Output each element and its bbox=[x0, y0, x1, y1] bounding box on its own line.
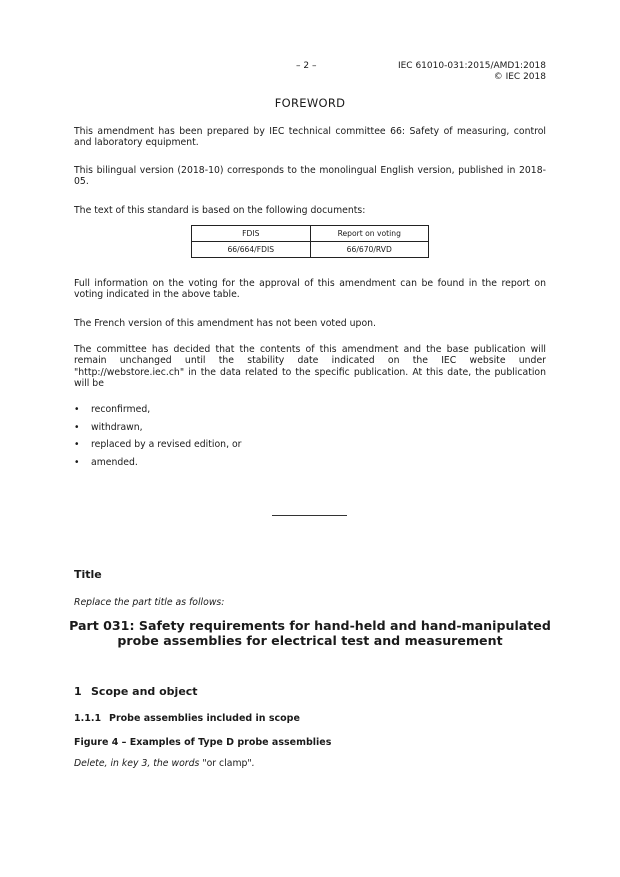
list-item-text: withdrawn, bbox=[91, 421, 143, 433]
scope-heading bbox=[74, 685, 198, 698]
table-cell: 66/664/FDIS bbox=[192, 242, 311, 258]
scope-heading-text: Scope and object bbox=[91, 685, 198, 698]
list-item-text: amended. bbox=[91, 457, 138, 469]
list-item-text: reconfirmed, bbox=[91, 404, 151, 415]
document-id-text: IEC 61010-031:2015/AMD1:2018 bbox=[397, 61, 546, 71]
foreword-paragraph-4: Full information on the voting for the approval of this amendment can be found in the report on voting indicated in the above table. bbox=[74, 278, 546, 301]
figure-caption: Figure 4 – Examples of Type D probe assemblies bbox=[74, 737, 332, 748]
list-item bbox=[74, 404, 242, 422]
figure-instruction-quote: "or clamp" bbox=[202, 758, 252, 769]
table-header-row bbox=[192, 226, 429, 242]
bullet-icon: • bbox=[74, 439, 80, 451]
table-header-cell: Report on voting bbox=[310, 226, 429, 242]
table-cell: 66/670/RVD bbox=[310, 242, 429, 258]
bullet-icon: • bbox=[74, 421, 80, 433]
title-instruction: Replace the part title as follows: bbox=[74, 597, 225, 608]
section-divider bbox=[272, 515, 347, 516]
list-item bbox=[74, 439, 242, 457]
list-item-text: replaced by a revised edition, or bbox=[91, 439, 242, 451]
foreword-paragraph-1: This amendment has been prepared by IEC technical committee 66: Safety of measuring, control and laboratory equipment. bbox=[74, 126, 546, 149]
list-item bbox=[74, 422, 242, 440]
foreword-paragraph-5: The French version of this amendment has not been voted upon. bbox=[74, 318, 376, 329]
title-heading: Title bbox=[74, 568, 102, 581]
page-number: – 2 – bbox=[296, 61, 317, 71]
voting-documents-table bbox=[191, 225, 429, 258]
subclause-heading-text: Probe assemblies included in scope bbox=[109, 713, 300, 724]
document-id bbox=[398, 61, 546, 83]
table-row bbox=[192, 242, 429, 258]
part-title bbox=[0, 618, 620, 648]
subclause-heading bbox=[74, 713, 300, 724]
subclause-number: 1.1.1 bbox=[74, 713, 102, 724]
bullet-icon: • bbox=[74, 404, 80, 415]
bullet-icon: • bbox=[74, 457, 80, 469]
part-title-line-1: Part 031: Safety requirements for hand-held and hand-manipulated bbox=[69, 618, 551, 633]
part-title-line-2: probe assemblies for electrical test and measurement bbox=[117, 633, 503, 648]
copyright-text: © IEC 2018 bbox=[493, 72, 546, 82]
table-header-cell: FDIS bbox=[192, 226, 311, 242]
list-item bbox=[74, 457, 242, 475]
publication-options-list bbox=[74, 404, 242, 475]
foreword-paragraph-2: This bilingual version (2018-10) corresponds to the monolingual English version, published in 2018-05. bbox=[74, 165, 546, 188]
scope-number: 1 bbox=[74, 685, 82, 698]
foreword-paragraph-3: The text of this standard is based on the following documents: bbox=[74, 205, 366, 216]
foreword-paragraph-6: The committee has decided that the contents of this amendment and the base publication will remain unchanged until the stability date indicated on the IEC website under "http://webstore.iec.ch" in the data related to the specific publication. At this date, the publication will be bbox=[74, 344, 546, 390]
foreword-heading: FOREWORD bbox=[274, 96, 346, 110]
figure-instruction bbox=[74, 758, 255, 769]
figure-instruction-suffix: . bbox=[251, 758, 255, 769]
figure-instruction-prefix: Delete, in key 3, the words bbox=[74, 758, 203, 769]
